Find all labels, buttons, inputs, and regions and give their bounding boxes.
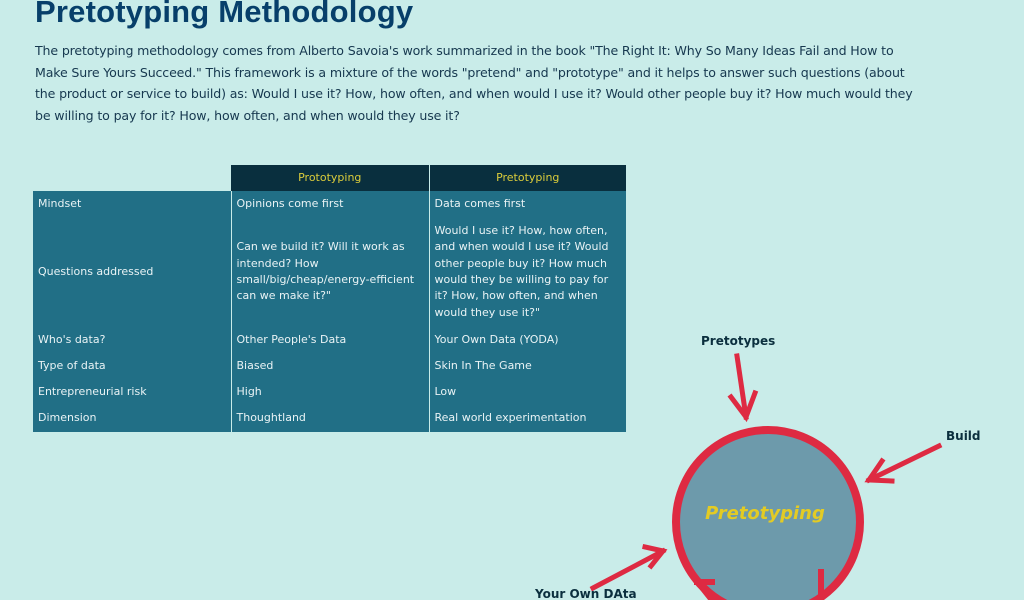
label-pretotypes: Pretotypes bbox=[701, 334, 776, 348]
prototyping-cell: Biased bbox=[231, 353, 429, 379]
pretotyping-cell: Would I use it? How, how often, and when would I use it? Would other people buy it? How much would they be willing to pay for it? How, how often, and when would they use it?" bbox=[429, 217, 626, 327]
pretotyping-cell: Your Own Data (YODA) bbox=[429, 327, 626, 353]
pretotyping-cell: Data comes first bbox=[429, 191, 626, 217]
row-label: Dimension bbox=[33, 405, 231, 432]
prototyping-cell: Opinions come first bbox=[231, 191, 429, 217]
row-label: Who's data? bbox=[33, 327, 231, 353]
pretotyping-cell: Skin In The Game bbox=[429, 353, 626, 379]
intro-paragraph: The pretotyping methodology comes from Alberto Savoia's work summarized in the book "The Right It: Why So Many Ideas Fail and How to Make Sure Yours Succeed." This framework is a mixture of the words "pretend" and "prototype" and it helps to answer such questions (about the product or service to build) as: Would I use it? How, how often, and when would I use it? Would other people buy it? How much would they be willing to pay for it? How, how often, and when would they use it? bbox=[35, 43, 913, 123]
row-label: Mindset bbox=[33, 191, 231, 217]
row-label: Questions addressed bbox=[33, 217, 231, 327]
label-your-own-data: Your Own DAta bbox=[535, 587, 637, 600]
header-prototyping: Prototyping bbox=[231, 165, 429, 191]
label-build: Build bbox=[946, 429, 981, 443]
pretotyping-cell: Real world experimentation bbox=[429, 405, 626, 432]
prototyping-cell: Thoughtland bbox=[231, 405, 429, 432]
row-label: Entrepreneurial risk bbox=[33, 379, 231, 405]
prototyping-cell: Can we build it? Will it work as intended? How small/big/cheap/energy-efficient can we make it?" bbox=[231, 217, 429, 327]
circle-center-label: Pretotyping bbox=[705, 503, 825, 524]
arrow-pretotypes-icon bbox=[731, 356, 755, 417]
arrow-build-icon bbox=[869, 446, 939, 481]
page-title: Pretotyping Methodology bbox=[35, 0, 414, 29]
pretotyping-cell: Low bbox=[429, 379, 626, 405]
arrow-your-own-data-icon bbox=[593, 547, 663, 588]
prototyping-cell: High bbox=[231, 379, 429, 405]
row-label: Type of data bbox=[33, 353, 231, 379]
prototyping-cell: Other People's Data bbox=[231, 327, 429, 353]
header-pretotyping: Pretotyping bbox=[429, 165, 626, 191]
